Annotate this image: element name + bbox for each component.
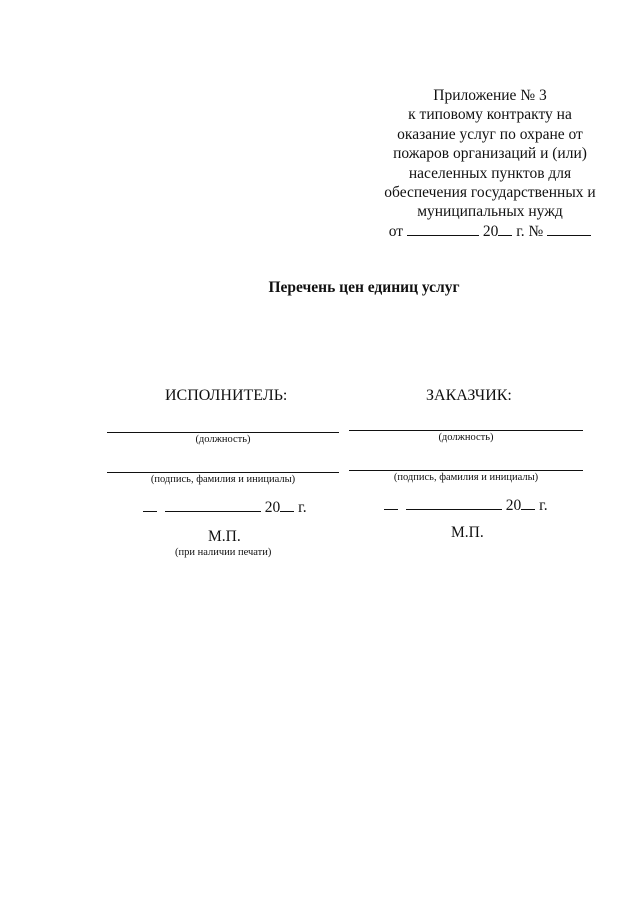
year-blank (498, 222, 512, 236)
year-blank (521, 495, 535, 510)
year-suffix: г. (539, 497, 548, 514)
customer-signature-caption: (подпись, фамилия и инициалы) (393, 472, 539, 483)
customer-position-caption: (должность) (438, 432, 494, 443)
appendix-line: Приложение № 3 (433, 87, 547, 104)
executor-stamp-note: (при наличии печати) (175, 547, 272, 558)
document-title: Перечень цен единиц услуг (268, 279, 460, 296)
appendix-header (370, 86, 610, 241)
appendix-line: муниципальных нужд (417, 203, 563, 221)
customer-date-line (384, 495, 548, 515)
executor-date-line (143, 497, 307, 517)
executor-position-caption: (должность) (195, 434, 251, 445)
date-prefix: от (388, 222, 404, 240)
year-suffix: г. (298, 499, 307, 516)
date-blank (407, 222, 479, 236)
executor-signature-line (107, 472, 339, 473)
customer-label: ЗАКАЗЧИК: (426, 387, 512, 404)
year-suffix: г. № (516, 222, 544, 240)
appendix-line: пожаров организаций и (или) (393, 145, 587, 163)
executor-stamp: М.П. (208, 528, 241, 545)
appendix-line: обеспечения государственных и (384, 184, 596, 202)
year-prefix: 20 (264, 499, 281, 516)
executor-label: ИСПОЛНИТЕЛЬ: (165, 387, 288, 404)
appendix-line: оказание услуг по охране от (397, 125, 583, 143)
appendix-line: к типовому контракту на (408, 106, 572, 124)
year-prefix: 20 (482, 222, 499, 240)
number-blank (547, 222, 591, 236)
customer-position-line (349, 430, 583, 431)
customer-stamp: М.П. (451, 524, 484, 541)
month-blank (165, 497, 261, 512)
year-prefix: 20 (505, 497, 522, 514)
executor-signature-caption: (подпись, фамилия и инициалы) (150, 474, 296, 485)
day-blank (143, 497, 157, 512)
appendix-date-line (370, 222, 610, 241)
year-blank (280, 497, 294, 512)
executor-position-line (107, 432, 339, 433)
appendix-line: населенных пунктов для (408, 164, 572, 182)
month-blank (406, 495, 502, 510)
customer-signature-line (349, 470, 583, 471)
day-blank (384, 495, 398, 510)
